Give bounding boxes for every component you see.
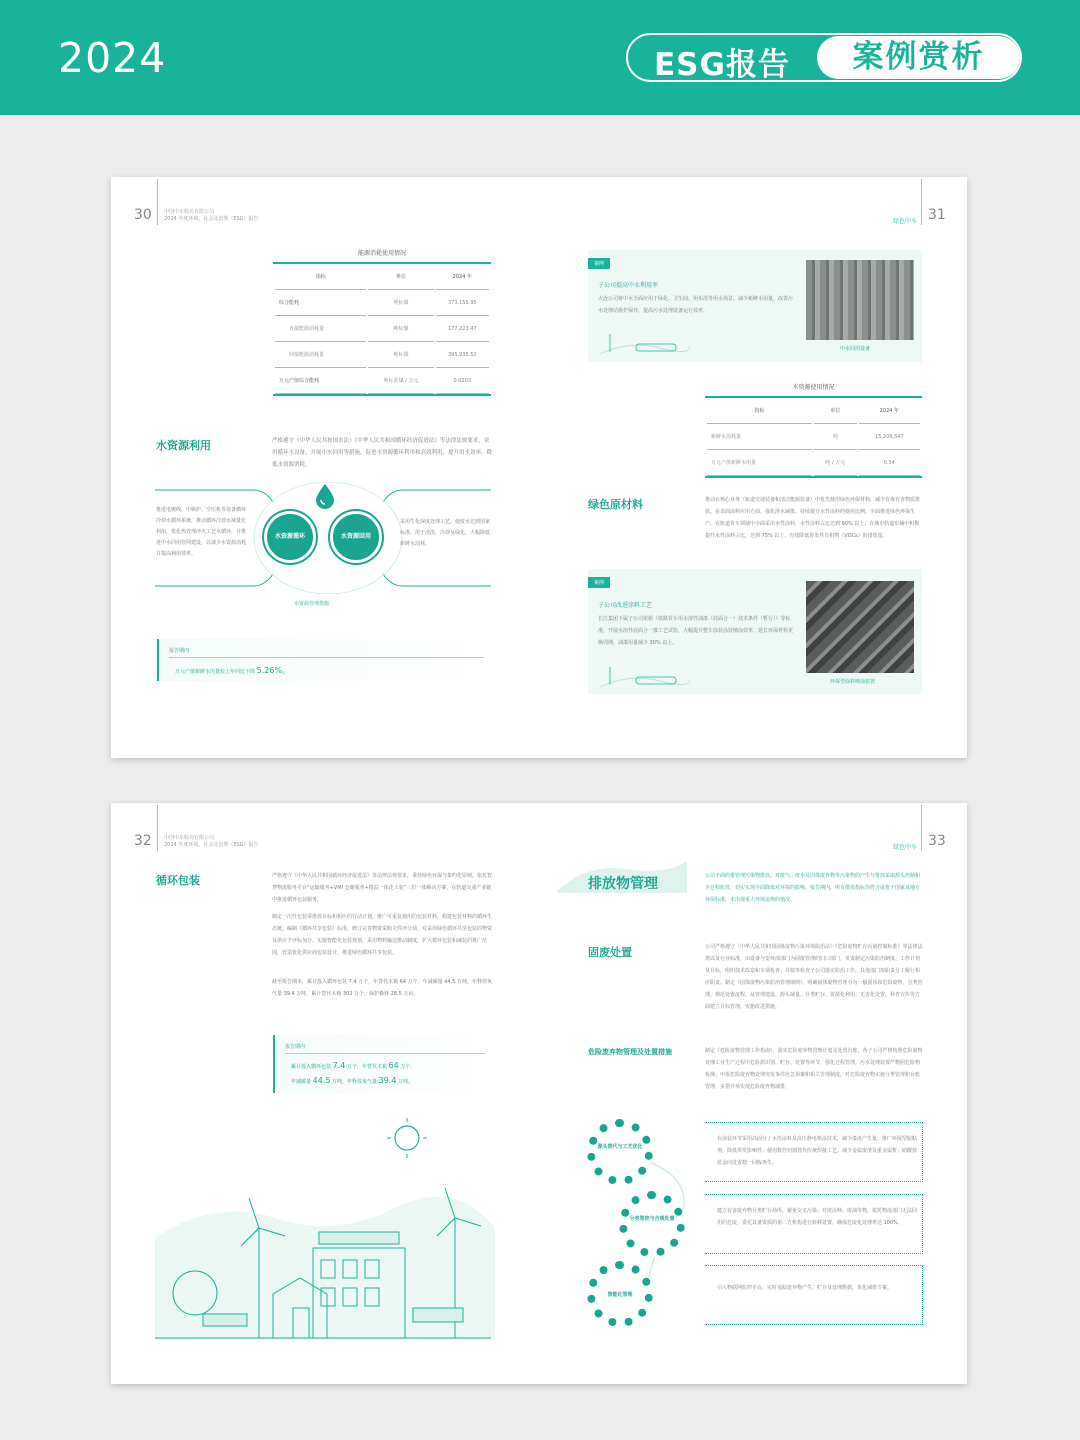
highlight-divider <box>285 1053 485 1054</box>
hazardous-waste-title: 危险废弃物管理及处置措施 <box>588 1048 672 1056</box>
measure-text: 建立有害废弃物分类贮存场所，避免交叉污染；对废涂料、废油等物，依托物流部门无法回用的危废，委托具备资质的第三方机构进行转移处置，确保危废化处理率达 100%。 <box>717 1208 918 1226</box>
title-pill <box>626 33 1022 82</box>
smart-management-gear-icon: 智能化管理 <box>587 1261 653 1327</box>
measure-text: 引入物联网监控平台，实时追踪废弃物产生、贮存及处理数据，优化减排方案。 <box>717 1285 893 1291</box>
water-table-title: 水资源使用情况 <box>792 384 835 391</box>
table-header-row <box>275 264 489 290</box>
water-cycle-circle: 水资源循环 <box>264 511 316 563</box>
table-row <box>275 316 489 342</box>
hazardous-waste-text: 制定《危险废物管理工作指南》，落实危险废弃物管理计划及处置台账，各子公司严格按照危险废物处理工业生产过程中危险源识别、贮存、处置等环节，强化过程管理，污水处理装置严格照危险物检测；申报危险废弃物处理突发事件应急预案和相关管理制度，对危险废弃物实施分类管理和台账管理，多措并举实现危险废弃物减排。 <box>705 1048 923 1090</box>
case-tag: 案例 <box>588 577 610 588</box>
highlight-tag: 报告期内 <box>285 1044 306 1050</box>
case-tag: 案例 <box>588 258 610 269</box>
table-cell: 万元产值新鲜水用量 <box>707 450 812 476</box>
report-name: 2024 年度环境、社会及治理（ESG）报告 <box>164 216 259 222</box>
table-header-cell: 指标 <box>707 398 812 424</box>
highlight-text: 万元产值新鲜水用量较上年同比下降 <box>175 669 256 675</box>
solid-waste-title: 固废处置 <box>588 946 632 959</box>
source-substitution-gear-icon: 源头替代与工艺优化 <box>587 1119 653 1185</box>
page-header-rule <box>157 179 158 225</box>
spread-pages-32-33 <box>111 803 967 1384</box>
highlight-text: 年减碳量 <box>291 1079 312 1085</box>
circular-packaging-title: 循环包装 <box>156 874 200 887</box>
pill-esg-label: ESG报告 <box>654 47 790 83</box>
highlight-value: 5.26%。 <box>256 666 291 675</box>
table-header-cell: 指标 <box>275 264 366 290</box>
green-materials-title: 绿色原材料 <box>588 498 643 511</box>
highlight-line-2 <box>291 1076 413 1085</box>
table-cell: 吨标煤 <box>368 290 433 316</box>
spread-pages-30-31 <box>111 177 967 758</box>
table-cell: 吨标准煤 / 万元 <box>368 368 433 394</box>
highlight-line <box>175 665 290 676</box>
table-cell: 吨 <box>814 424 857 450</box>
highlight-text: 万个，年替代木箱 <box>346 1064 387 1070</box>
section-tag: 绿色中车 <box>893 218 918 225</box>
table-cell: 直接能源消耗量 <box>275 316 366 342</box>
measure-text: 在涂装环节采用高固分 / 水性涂料及高压静电喷涂技术，减少漆渣产生量；推广环保型胶粘剂，降低挥发影响性；使用数控切割替代传统焊接工艺，减少金属废渣及重金属析；硝酸盐蓝金向处置精一回收再生。 <box>717 1136 918 1166</box>
case-text: 大连公司将中水全面应用于绿化、卫生间、用布洗等用水场景，减少新鲜水用量，改善污水处理站维护保养，提高污水处理设备运行效率。 <box>598 296 794 314</box>
highlight-value: 7.4 <box>332 1061 346 1070</box>
page-number-33: 33 <box>928 833 946 849</box>
measure-box-3 <box>705 1265 923 1325</box>
highlight-text: 累计投入循环包装 <box>291 1064 332 1070</box>
table-cell: 373,155.95 <box>436 290 489 316</box>
table-cell: 177,223.47 <box>436 316 489 342</box>
page-header-rule <box>157 805 158 851</box>
packaging-paragraph-2: 制定一次性包装零排放目标和相应的行动计划，推广可重复使用的包装材料，构建包装材料的循环生态链。编制《循环共享包装》标准，修订完善物资采购文件评分项，对采用绿色循环共享包装的物资及供应予评标加分。实施智能化包装规划，采用物料输送推动制度，扩大循环包装和减装的推广范围，营造优化供应商包装设计，推进绿色循环共享包装。 <box>272 914 493 956</box>
table-row <box>275 290 489 316</box>
table-cell: 吨标煤 <box>368 316 433 342</box>
packaging-highlight-box <box>273 1035 491 1093</box>
water-section-title: 水资源利用 <box>156 439 211 452</box>
highlight-value: 44.5 <box>312 1076 331 1085</box>
table-cell: 万元产值综合能耗 <box>275 368 366 394</box>
measure-box-2 <box>705 1194 923 1254</box>
table-cell: 吨 / 万元 <box>814 450 857 476</box>
reclaimed-water-photo <box>806 260 914 340</box>
energy-table-title: 能源消耗使用情况 <box>357 250 406 257</box>
highlight-line-1 <box>291 1061 415 1070</box>
table-cell: 15,209,547 <box>859 424 920 450</box>
coating-device-photo <box>806 581 914 673</box>
table-cell: 0.0203 <box>436 368 489 394</box>
highlight-text: 万吨，年释放氧气量 <box>332 1079 378 1085</box>
table-cell: 395,935.52 <box>436 342 489 368</box>
highlight-text: 万吨。 <box>398 1079 414 1085</box>
energy-table <box>273 262 491 396</box>
table-row <box>707 424 920 450</box>
table-cell: 吨标煤 <box>368 342 433 368</box>
water-section-text: 严格遵守《中华人民共和国水法》《中华人民共和国循环经济促进法》等法律法规要求，采用循环水设备，开展中水回用等措施，促进水资源循环利用和高效利用，提升用水效率，降低水资源消耗。 <box>272 438 493 468</box>
page-number-32: 32 <box>134 833 152 849</box>
water-diagram-caption: 水资源管理措施 <box>294 601 330 607</box>
case-text: 长江集团下属子公司依据《铁路货车用水溶性油漆（底面合一）技术条件（暂行）》等标准，开展水溶性底面合一漆工艺试验，大幅提升整车涂装涂装喷涂效率，延长环保材料更换周期，油漆用量减少 30% 以上。 <box>598 616 794 646</box>
packaging-paragraph-1: 严格遵守《中华人民共和国循环经济促进法》等法律法规要求，秉持绿色环保与集约化原则，依托智慧物流服务平台“运输服务+VMI 仓储服务+精益一体化工装”三位一体解决方案，在轨道交通产业链中推进循环包装服务。 <box>272 873 493 903</box>
water-right-text: 采用生化深度处理工艺，使废水达到国家标准，用于清洗、冷却及绿化，大幅降低新鲜水消耗。 <box>400 519 491 547</box>
water-reuse-circle: 水资源回用 <box>330 511 382 563</box>
photo-caption: 环保型涂料喷涂装置 <box>830 679 876 685</box>
table-header-cell: 2024 年 <box>436 264 489 290</box>
table-header-cell: 单位 <box>814 398 857 424</box>
page-number-31: 31 <box>928 207 946 223</box>
case-title: 子公司改进涂料工艺 <box>598 602 653 609</box>
highlight-tag: 报告期内 <box>169 648 190 654</box>
table-cell: 综合能耗 <box>275 290 366 316</box>
page-number-30: 30 <box>134 207 152 223</box>
highlight-divider <box>169 657 484 658</box>
packaging-paragraph-3: 截至报告期末，累计投入循环包装 7.4 万个，年替代木箱 64 万个，年减碳量 44.5 万吨，年释放氧气量 39.4 万吨，累计替代木箱 302 万个，保护森林 28.5 万亩。 <box>272 979 492 997</box>
table-header-cell: 2024 年 <box>859 398 920 424</box>
highlight-value: 64 <box>388 1061 399 1070</box>
page-header-rule <box>921 179 922 225</box>
solid-waste-text: 公司严格遵守《中华人民共和国固体废物污染环境防治法》《危险废物贮存污染控制标准》等法律法规以及行业标准，由设备与安环部部门为固废管理的归口部门，负责制定污染防治制度、工作计划及目标，组织技术改造和专项检查；并按等检查子公司落实防治工作，其他部门按职责分工履行相应职责。制定《固体废物污染防治管理细则》，明确固体废物管理分为一般固体和危险废物，分类管理，规范处置流程。从管理建设、源头减量、分类贮存、资源化利用、无害化处置、科普宣传等方面建立目标管理，实施改进措施。 <box>705 944 923 1010</box>
table-row <box>707 450 920 476</box>
water-drop-icon <box>314 483 336 509</box>
page-header-text <box>164 835 364 849</box>
table-row <box>275 342 489 368</box>
green-city-illustration <box>155 1118 495 1340</box>
company-name: 中国中车股份有限公司 <box>164 835 215 841</box>
emission-text: 公司全面的重管理污染物排放，对废气、废水及固体废弃物等污染物的产生与排放采取源头控制和全过程监管，切实实现全面降低对环境的影响，报告期内，所有排放指标均符合或优于国家及地方环保标准，未出现重大环境违规的情况。 <box>705 873 921 903</box>
table-cell: 间接能源消耗量 <box>275 342 366 368</box>
table-row <box>275 368 489 394</box>
case-title: 子公司提高中水利用率 <box>598 282 659 289</box>
water-left-text: 推进电镀线、中频炉、空压机等设备循环冷却水循环系统，推动循环冷却水减量化利用，优化热处理淬火工艺水循环，并推进中水回用管网建设，以减少水资源消耗并提高利用效率。 <box>156 507 247 557</box>
water-highlight-box <box>157 639 491 681</box>
pill-case-label: 案例赏析 <box>817 36 1020 79</box>
year-label: 2024 <box>58 34 167 82</box>
train-illustration-icon <box>600 665 690 689</box>
table-header-row <box>707 398 920 424</box>
page-header-rule <box>921 805 922 851</box>
case-box-water <box>588 250 922 362</box>
report-name: 2024 年度环境、社会及治理（ESG）报告 <box>164 842 259 848</box>
green-materials-text: 推动在核心业务（轨道交通装备和清洁能源装备）中优先使用绿色环保材料，减少有毒有害物质排放。在表面涂料应用方面，强化涉水减排，持续提升水性涂料的使用比例，全面推进绿色环保生产。在轨道货车领域中全面采用水性涂料，水性涂料占比达到 90% 以上；在城市轨道车辆中积极提升水性涂料占比，达到 75% 以上，有效降低挥发性有机物（VOCs）的排放量。 <box>705 497 921 539</box>
table-cell: 0.54 <box>859 450 920 476</box>
photo-caption: 中水回用设备 <box>840 346 871 352</box>
page-header-text <box>164 209 364 223</box>
company-name: 中国中车股份有限公司 <box>164 209 215 215</box>
table-cell: 新鲜水消耗量 <box>707 424 812 450</box>
emission-title: 排放物管理 <box>588 876 658 892</box>
classified-control-gear-icon: 分类管控与合规处置 <box>619 1191 685 1257</box>
water-table <box>705 396 922 478</box>
section-tag: 绿色中车 <box>893 844 918 851</box>
header-band <box>0 0 1080 115</box>
highlight-value: 39.4 <box>378 1076 397 1085</box>
train-illustration-icon <box>600 332 690 356</box>
case-box-coating <box>588 569 922 694</box>
highlight-text: 万个， <box>400 1064 416 1070</box>
measure-box-1 <box>705 1122 923 1182</box>
table-header-cell: 单位 <box>368 264 433 290</box>
